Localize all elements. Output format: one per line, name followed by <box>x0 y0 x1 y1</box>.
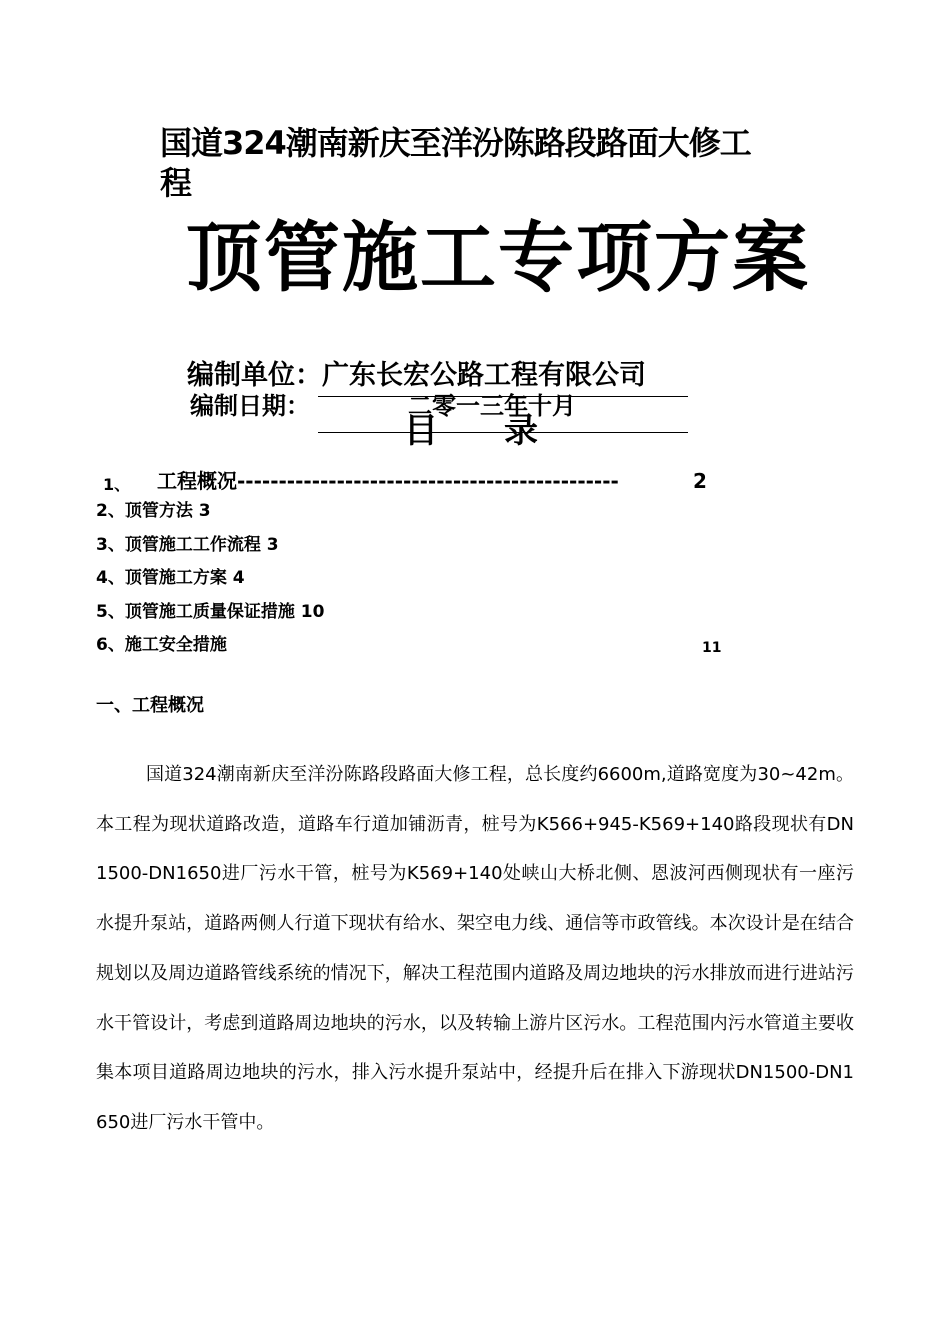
toc-item-1-number: 1、 <box>103 475 131 494</box>
toc-item-5[interactable]: 5、顶管施工质量保证措施 10 <box>96 602 325 622</box>
compiling-date-label: 编制日期： <box>190 392 310 420</box>
toc-item-1-page: 2 <box>693 469 707 493</box>
toc-item-6[interactable]: 6、施工安全措施 <box>96 635 227 655</box>
compiling-date-value: 二零一三年十月 <box>408 392 576 420</box>
section-body-paragraph: 国道324潮南新庆至洋汾陈路段路面大修工程，总长度约6600m,道路宽度为30~42m。本工程为现状道路改造，道路车行道加铺沥青，桩号为K566+945-K569+140路段现状有DN1500-DN1650进厂污水干管，桩号为K569+140处峡山大桥北侧、恩波河西侧现状有一座污水提升泵站，道路两侧人行道下现状有给水、架空电力线、通信等市政管线。本次设计是在结合规划以及周边道路管线系统的情况下，解决工程范围内道路及周边地块的污水排放而进行进站污水干管设计，考虑到道路周边地块的污水，以及转输上游片区污水。工程范围内污水管道主要收集本项目道路周边地块的污水，排入污水提升泵站中，经提升后在排入下游现状DN1500-DN1650进厂污水干管中。 <box>96 764 854 1133</box>
toc-title-part2: 录 <box>504 411 538 451</box>
date-underline <box>318 396 688 397</box>
toc-item-6-page: 11 <box>702 640 722 656</box>
project-title-continued: 程 <box>160 164 193 202</box>
toc-title <box>404 412 538 450</box>
toc-title-part1: 目 <box>404 411 438 451</box>
toc-item-3[interactable]: 3、顶管施工工作流程 3 <box>96 535 279 555</box>
toc-item-4[interactable]: 4、顶管施工方案 4 <box>96 568 245 588</box>
section-heading: 一、工程概况 <box>96 695 204 716</box>
toc-item-1-label[interactable]: 工程概况---------------------------------------------- <box>157 469 619 493</box>
toc-item-2[interactable]: 2、顶管方法 3 <box>96 501 211 521</box>
project-title: 国道324潮南新庆至洋汾陈路段路面大修工 <box>160 124 751 162</box>
document-main-title: 顶管施工专项方案 <box>186 213 810 302</box>
compiling-unit: 编制单位：广东长宏公路工程有限公司 <box>187 360 646 391</box>
